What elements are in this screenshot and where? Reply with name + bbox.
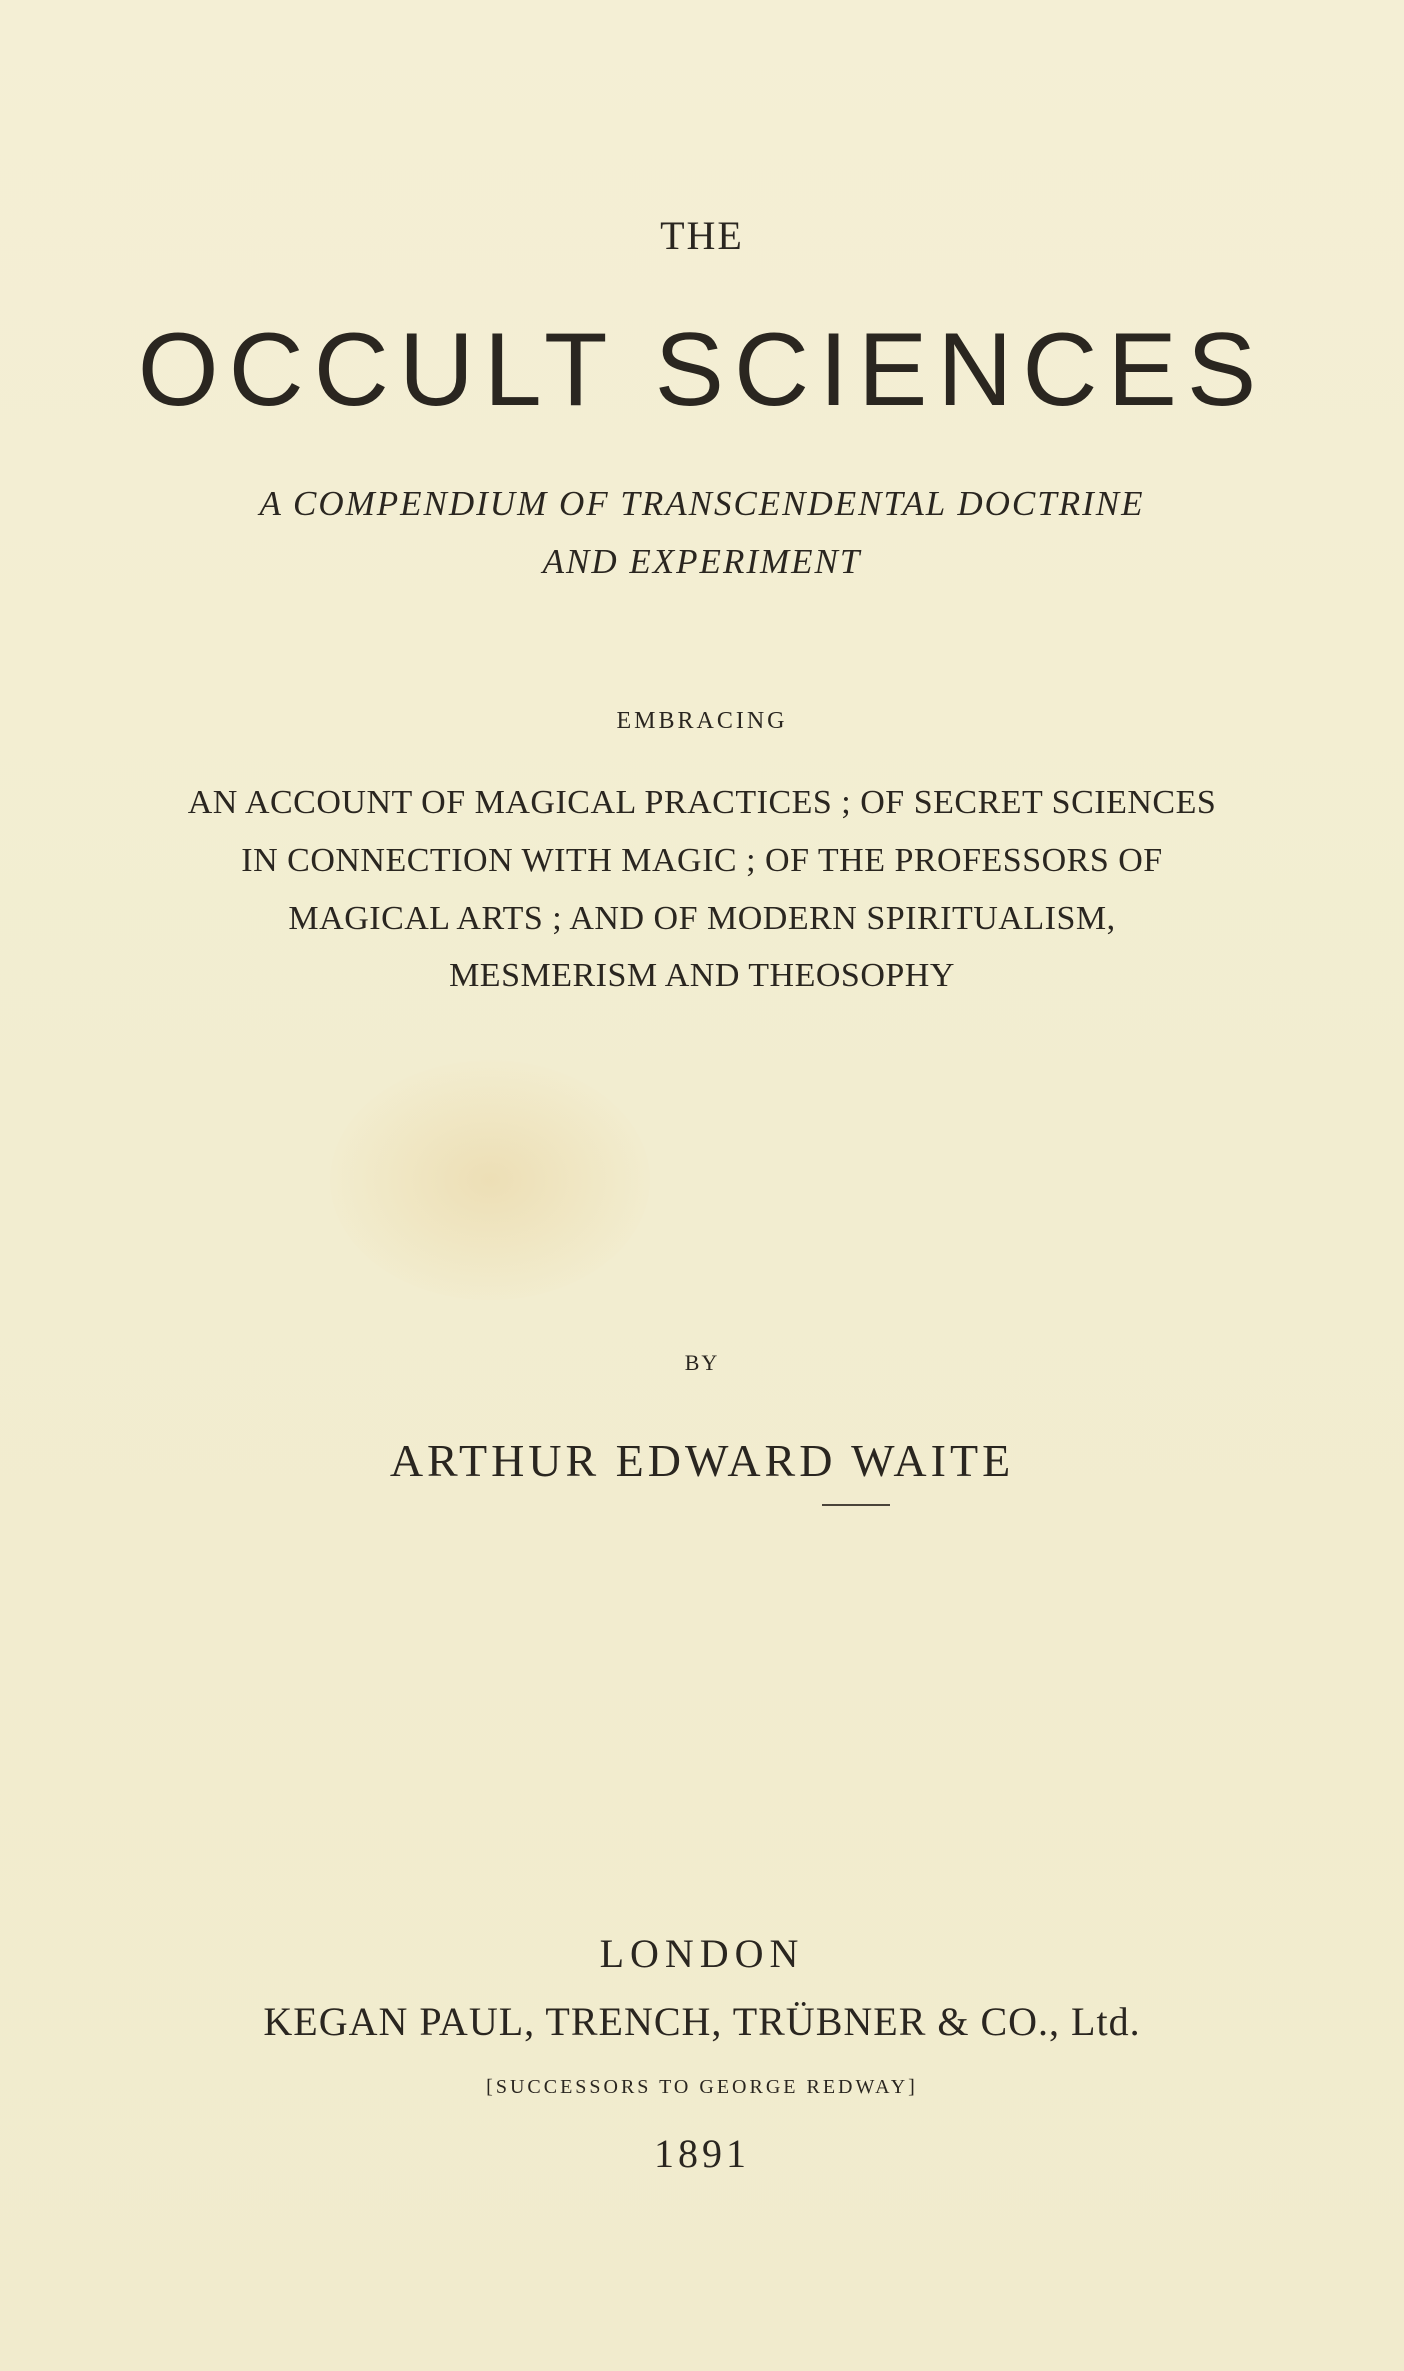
subtitle-line-2: AND EXPERIMENT (542, 542, 862, 581)
account-line-4: MESMERISM AND THEOSOPHY (449, 957, 955, 994)
title-article: THE (660, 213, 744, 258)
publication-city: LONDON (599, 1931, 805, 1976)
publication-year: 1891 (654, 2131, 750, 2176)
account-line-2: IN CONNECTION WITH MAGIC ; OF THE PROFESSORS OF (241, 842, 1163, 879)
embracing-label: EMBRACING (616, 708, 788, 734)
account-line-1: AN ACCOUNT OF MAGICAL PRACTICES ; OF SECRET SCIENCES (187, 784, 1217, 821)
account-line-3: MAGICAL ARTS ; AND OF MODERN SPIRITUALISM, (288, 900, 1116, 937)
subtitle-line-1: A COMPENDIUM OF TRANSCENDENTAL DOCTRINE (259, 484, 1145, 523)
author-name: ARTHUR EDWARD WAITE (389, 1435, 1015, 1486)
by-label: BY (684, 1350, 720, 1375)
book-title: OCCULT SCIENCES (137, 312, 1267, 428)
author-rule-divider (822, 1504, 890, 1506)
publisher-successors-note: [SUCCESSORS TO GEORGE REDWAY] (486, 2076, 918, 2098)
paper-stain (330, 1060, 650, 1300)
publisher-name: KEGAN PAUL, TRENCH, TRÜBNER & CO., Ltd. (263, 1999, 1141, 2044)
